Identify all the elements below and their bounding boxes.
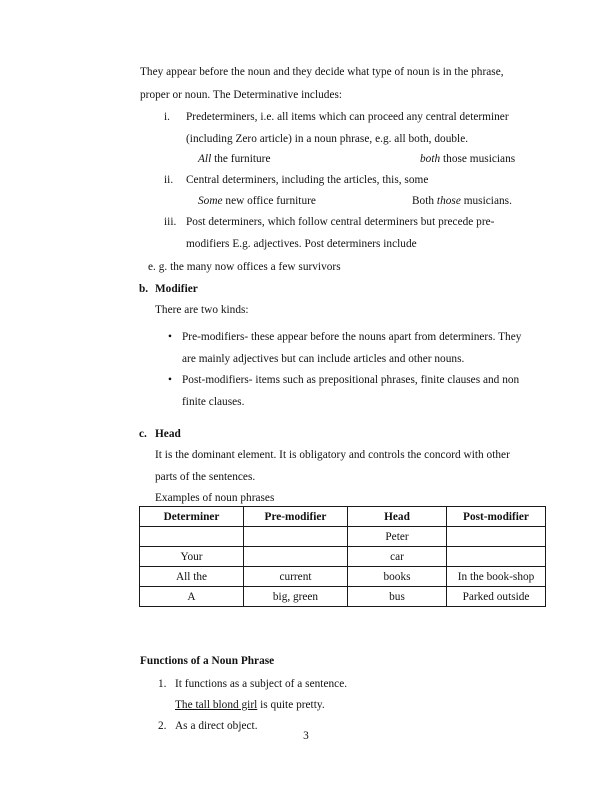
example-rest-furniture: the furniture — [211, 153, 271, 165]
example-column-2-b — [412, 195, 512, 208]
table-caption: Examples of noun phrases — [155, 492, 275, 504]
functions-item-1-marker: 1. — [158, 678, 167, 690]
example-italic-those: those — [436, 195, 461, 207]
table-cell: books — [348, 567, 447, 587]
section-b-intro: There are two kinds: — [155, 304, 249, 316]
example-rest-office-furniture: new office furniture — [222, 195, 316, 207]
roman-item-i-line-1: Predeterminers, i.e. all items which can proceed any central determiner — [186, 111, 509, 123]
table-cell: car — [348, 547, 447, 567]
table-row — [140, 567, 546, 587]
example-pre-both: Both — [412, 195, 437, 207]
table-cell: A — [140, 587, 244, 607]
roman-item-iii-line-1: Post determiners, which follow central determiners but precede pre- — [186, 216, 495, 228]
table-row — [140, 587, 546, 607]
functions-heading: Functions of a Noun Phrase — [140, 655, 275, 667]
eg-line: e. g. the many now offices a few survivors — [148, 261, 341, 273]
example-column-2 — [420, 153, 515, 166]
table-cell: bus — [348, 587, 447, 607]
noun-phrase-table — [139, 506, 546, 607]
table-cell — [447, 547, 546, 567]
roman-marker-i: i. — [164, 111, 171, 123]
section-c-title: Head — [155, 428, 181, 440]
table-cell: In the book-shop — [447, 567, 546, 587]
table-cell — [244, 547, 348, 567]
section-c-body-line-1: It is the dominant element. It is obligatory and controls the concord with other — [155, 449, 510, 461]
table-cell — [244, 527, 348, 547]
example-italic-some: Some — [198, 195, 223, 207]
roman-item-ii-example — [198, 195, 512, 208]
intro-line-2: proper or noun. The Determinative includes: — [140, 89, 343, 101]
table-cell: Peter — [348, 527, 447, 547]
example-predicate: is quite pretty. — [257, 699, 325, 711]
section-b-marker: b. — [139, 283, 149, 295]
roman-item-iii-line-2: modifiers E.g. adjectives. Post determiners include — [186, 238, 417, 250]
roman-item-ii-line-1: Central determiners, including the articles, this, some — [186, 174, 429, 186]
bullet-1-line-2: are mainly adjectives but can include articles and other nouns. — [182, 353, 465, 365]
table-header-head: Head — [348, 507, 447, 527]
roman-marker-ii: ii. — [164, 174, 174, 186]
table-cell — [447, 527, 546, 547]
bullet-icon-1: • — [168, 331, 172, 343]
underlined-noun-phrase: The tall blond girl — [175, 699, 258, 711]
table-cell — [140, 527, 244, 547]
table-cell: Parked outside — [447, 587, 546, 607]
table-cell: current — [244, 567, 348, 587]
roman-item-i-line-2: (including Zero article) in a noun phrase, e.g. all both, double. — [186, 133, 469, 145]
example-italic-both: both — [420, 153, 441, 165]
table-row — [140, 547, 546, 567]
example-rest-musicians: those musicians — [440, 153, 516, 165]
table-cell: big, green — [244, 587, 348, 607]
intro-line-1: They appear before the noun and they decide what type of noun is in the phrase, — [140, 66, 504, 78]
bullet-icon-2: • — [168, 374, 172, 386]
roman-marker-iii: iii. — [164, 216, 177, 228]
functions-item-1-example — [175, 699, 325, 712]
section-c-body-line-2: parts of the sentences. — [155, 471, 256, 483]
functions-item-2-text: As a direct object. — [175, 720, 258, 732]
table-header-row — [140, 507, 546, 527]
example-italic-all: All — [198, 153, 212, 165]
bullet-2-line-2: finite clauses. — [182, 396, 245, 408]
section-c-marker: c. — [139, 428, 147, 440]
page-number: 3 — [303, 730, 309, 742]
example-rest-musicians-b: musicians. — [460, 195, 512, 207]
bullet-2-line-1: Post-modifiers- items such as prepositional phrases, finite clauses and non — [182, 374, 520, 386]
section-b-title: Modifier — [155, 283, 198, 295]
table-header-post-modifier: Post-modifier — [447, 507, 546, 527]
table-header-determiner: Determiner — [140, 507, 244, 527]
table-cell: All the — [140, 567, 244, 587]
roman-item-i-example — [198, 153, 516, 166]
table-header-pre-modifier: Pre-modifier — [244, 507, 348, 527]
bullet-1-line-1: Pre-modifiers- these appear before the nouns apart from determiners. They — [182, 331, 522, 343]
table-cell: Your — [140, 547, 244, 567]
table-row — [140, 527, 546, 547]
functions-item-2-marker: 2. — [158, 720, 167, 732]
functions-item-1-text: It functions as a subject of a sentence. — [175, 678, 348, 690]
